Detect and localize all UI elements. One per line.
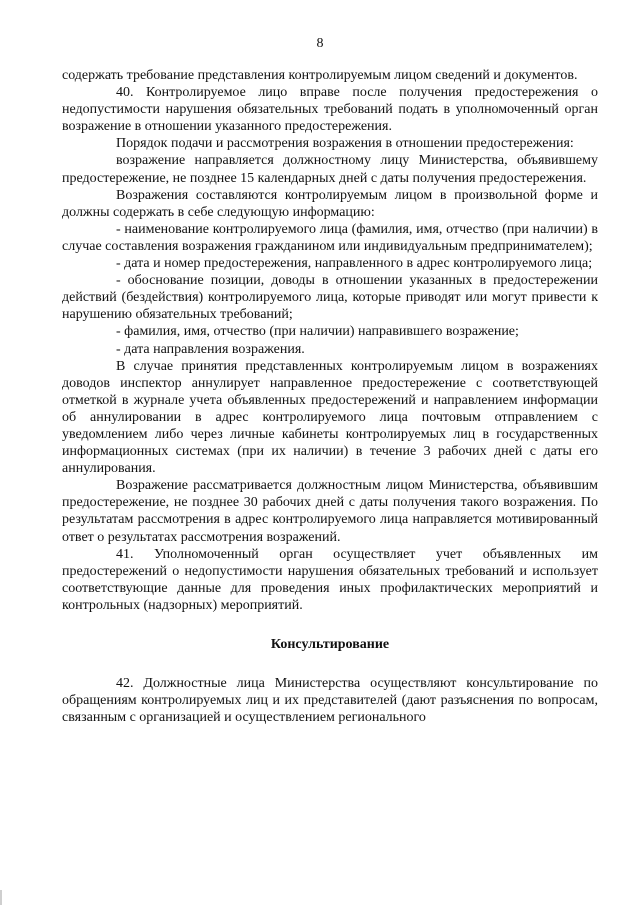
- paragraph: В случае принятия представленных контролируемым лицом в возражениях доводов инспектор аннулирует направленное предостережение с соответствующей отметкой в журнале учета объявленных предостережений и направлением информации об аннулировании в адрес контролируемого лица почтовым отправлением с уведомлением либо через личные кабинеты контролируемых лиц в государственных информационных системах (при их наличии) в течение 3 рабочих дней с даты его аннулирования.: [62, 358, 598, 477]
- paragraph: Порядок подачи и рассмотрения возражения в отношении предостережения:: [116, 136, 574, 152]
- page-number: 8: [316, 36, 324, 51]
- paragraph: 41. Уполномоченный орган осуществляет учет объявленных им предостережений о недопустимости нарушения обязательных требований и использует соответствующие данные для проведения иных профилактических мероприятий и контрольных (надзорных) мероприятий.: [62, 546, 598, 613]
- paragraph: 42. Должностные лица Министерства осуществляют консультирование по обращениям контролируемых лиц и их представителей (дают разъяснения по вопросам, связанным с организацией и осуществлением регионального: [62, 676, 598, 726]
- paragraph: - фамилия, имя, отчество (при наличии) направившего возражение;: [116, 324, 519, 340]
- section-title: Консультирование: [270, 637, 390, 652]
- paragraph: - наименование контролируемого лица (фамилия, имя, отчество (при наличии) в случае составления возражения гражданином или индивидуальным предпринимателем);: [62, 221, 598, 254]
- paragraphs-after-section: [62, 675, 598, 726]
- paragraph: возражение направляется должностному лицу Министерства, объявившему предостережение, не позднее 15 календарных дней с даты получения предостережения.: [62, 153, 598, 186]
- document-body: [62, 67, 598, 726]
- paragraph: - обоснование позиции, доводы в отношении указанных в предостережении действий (бездействия) контролируемого лица, которые приводят или могут привести к нарушению обязательных требований;: [62, 273, 598, 323]
- paragraph: содержать требование представления контролируемым лицом сведений и документов.: [62, 68, 578, 83]
- paragraph: - дата и номер предостережения, направленного в адрес контролируемого лица;: [116, 256, 593, 272]
- paragraphs-before-section: [62, 67, 598, 614]
- paragraph: Возражения составляются контролируемым лицом в произвольной форме и должны содержать в себе следующую информацию:: [62, 187, 598, 220]
- paragraph: - дата направления возражения.: [116, 341, 305, 357]
- paragraph: 40. Контролируемое лицо вправе после получения предостережения о недопустимости нарушения обязательных требований подать в уполномоченный орган возражение в отношении указанного предостережения.: [62, 85, 598, 135]
- paragraph: Возражение рассматривается должностным лицом Министерства, объявившим предостережение, не позднее 30 рабочих дней с даты получения такого возражения. По результатам рассмотрения в адрес контролируемого лица направляется мотивированный ответ о результатах рассмотрения возражений.: [62, 478, 598, 545]
- scan-edge-mark: [0, 890, 2, 905]
